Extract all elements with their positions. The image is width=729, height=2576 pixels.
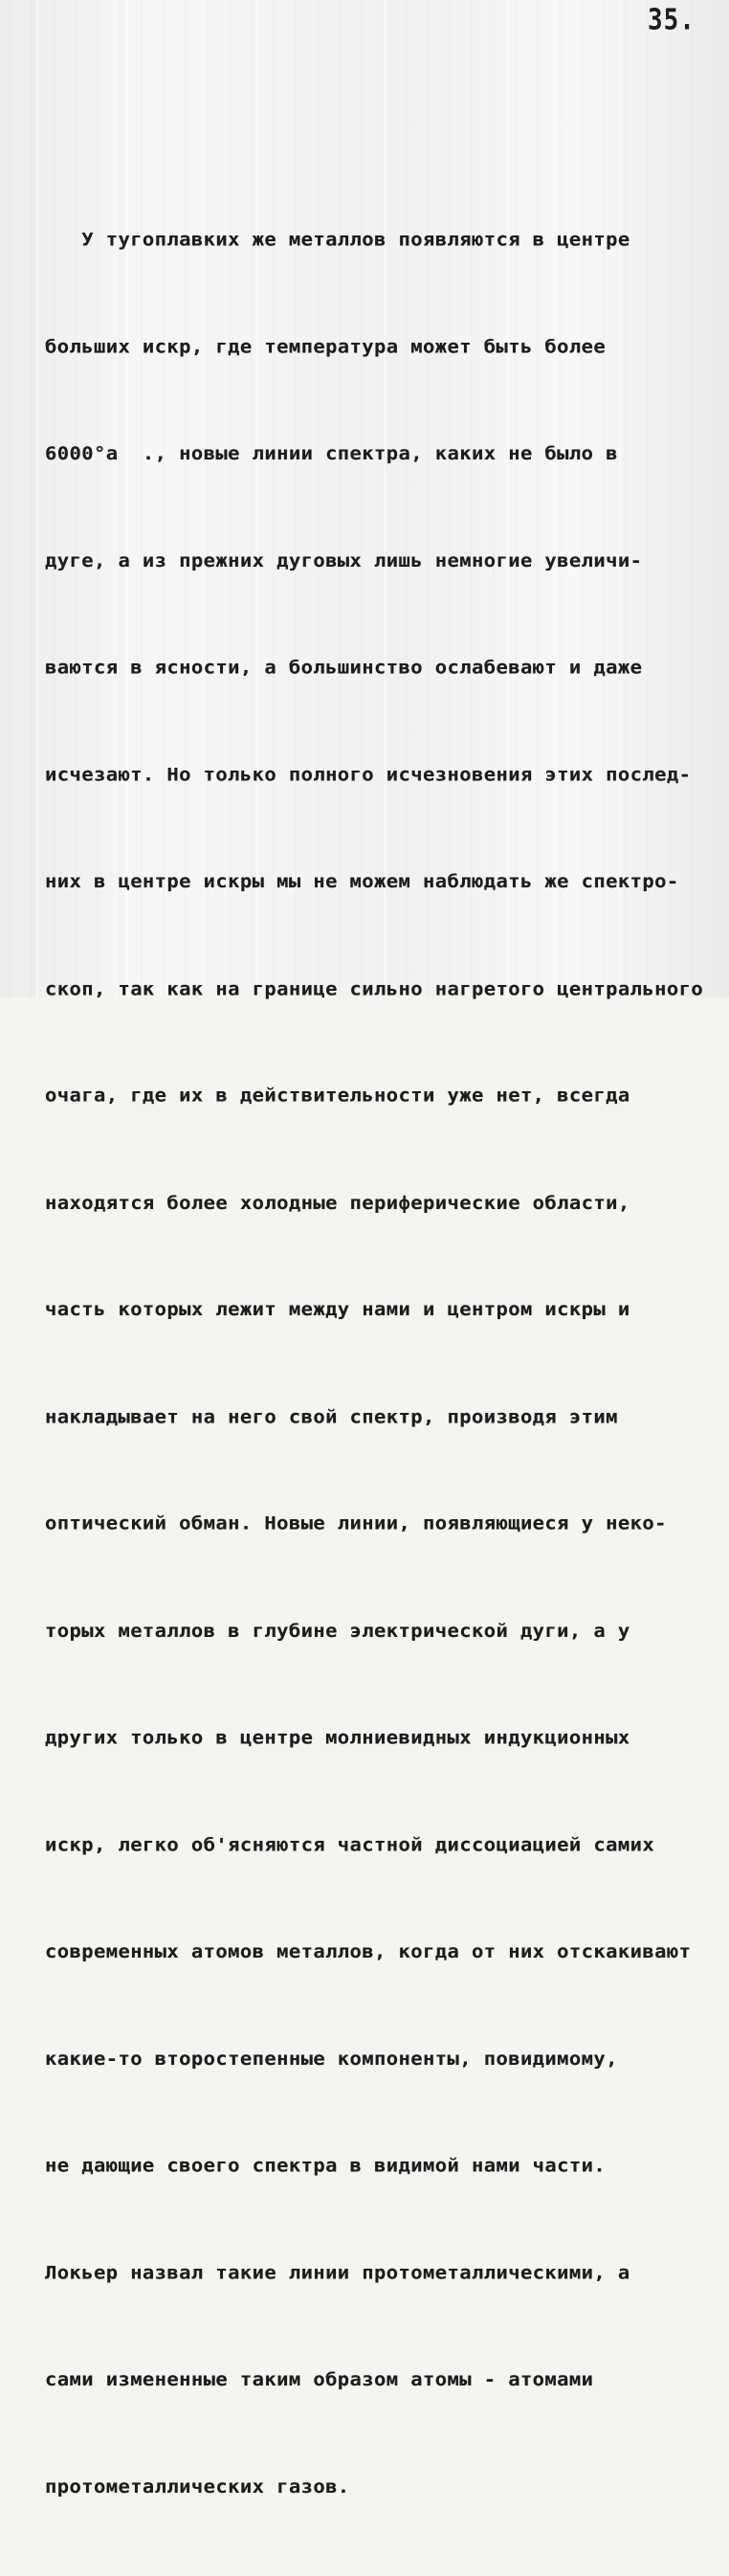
text-line: 6000°а ., новые линии спектра, каких не было в [45,442,618,464]
text-line: искр, легко об'ясняются частной диссоциацией самих [45,1833,655,1855]
scan-artifact [36,0,38,997]
page-number: 35. [648,4,696,37]
text-line: торых металлов в глубине электрической дуги, а у [45,1620,630,1642]
text-line: других только в центре молниевидных индукционных [45,1726,630,1748]
text-line: какие-то второстепенные компоненты, повидимому, [45,2048,618,2070]
typewritten-paragraph [45,150,728,2576]
text-line: не дающие своего спектра в видимой нами части. [45,2154,607,2176]
text-line: современных атомов металлов, когда от них отскакивают [45,1940,692,1962]
text-line: часть которых лежит между нами и центром искры и [45,1298,630,1320]
text-line: исчезают. Но только полного исчезновения этих послед- [45,763,692,785]
text-line: скоп, так как на границе сильно нагретого центрального [45,977,704,999]
text-line: ваются в ясности, а большинство ослабевают и даже [45,657,643,679]
text-line: накладывает на него свой спектр, производя этим [45,1405,618,1427]
text-line: протометаллических газов. [45,2475,350,2498]
text-line: них в центре искры мы не можем наблюдать же спектро- [45,870,679,892]
text-line: оптический обман. Новые линии, появляющиеся у неко- [45,1512,667,1534]
text-line: У тугоплавких же металлов появляются в центре [45,228,630,250]
text-line: дуге, а из прежних дуговых лишь немногие увеличи- [45,549,643,571]
text-line: находятся более холодные периферические области, [45,1191,630,1213]
text-line: Локьер назвал такие линии протометаллическими, а [45,2261,630,2283]
text-line: больших искр, где температура может быть более [45,335,607,357]
text-line: очага, где их в действительности уже нет, всегда [45,1085,630,1107]
text-line: сами измененные таким образом атомы - атомами [45,2368,594,2390]
